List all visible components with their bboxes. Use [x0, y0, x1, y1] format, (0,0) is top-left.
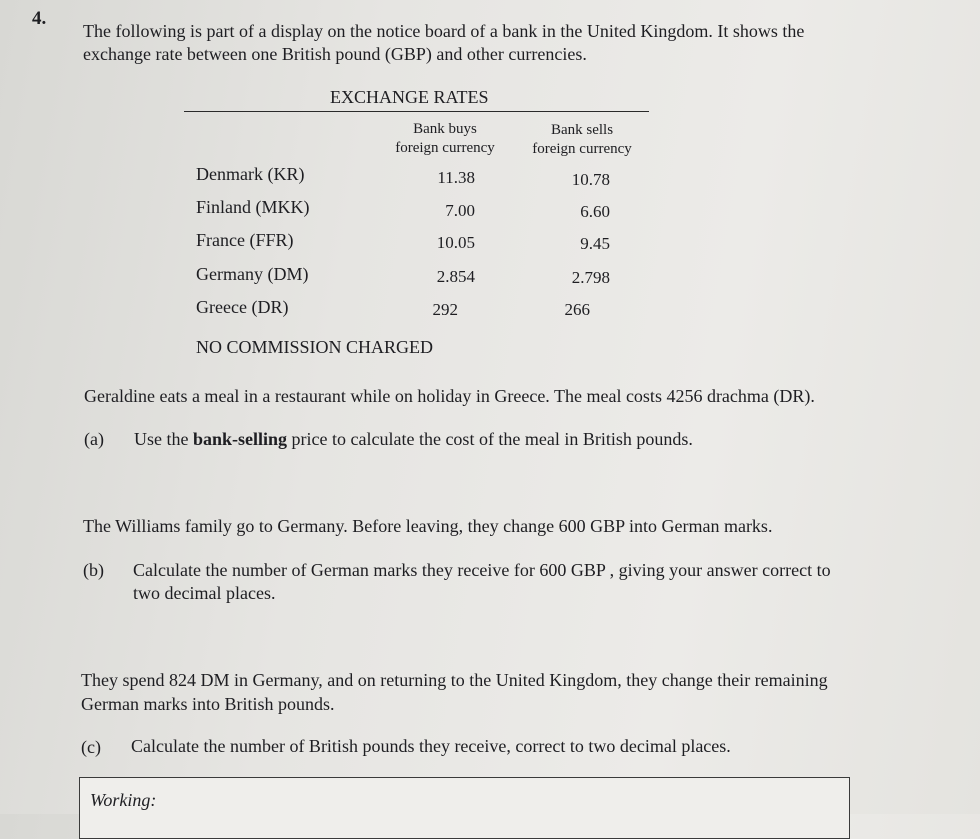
row-sells-greece: 266 [564, 300, 590, 319]
intro-line-2: exchange rate between one British pound (GBP) and other currencies. [83, 44, 587, 64]
part-a-label: (a) [84, 429, 104, 449]
part-c-context-line-2: German marks into British pounds. [81, 694, 335, 714]
part-a-text-post: price to calculate the cost of the meal in British pounds. [287, 429, 693, 449]
part-b-context: The Williams family go to Germany. Before leaving, they change 600 GBP into German marks. [83, 516, 773, 536]
row-country-france: France (FFR) [196, 230, 294, 250]
row-country-denmark: Denmark (KR) [196, 164, 305, 184]
row-buys-greece: 292 [432, 300, 458, 319]
col-buys-line-1: Bank buys [413, 121, 477, 137]
column-header-bank-sells [523, 121, 641, 159]
title-underline [184, 111, 649, 112]
row-country-germany: Germany (DM) [196, 264, 309, 284]
no-commission-note: NO COMMISSION CHARGED [196, 337, 434, 357]
part-c-label: (c) [81, 737, 101, 757]
part-c-question: Calculate the number of British pounds they receive, correct to two decimal places. [131, 736, 731, 756]
part-a-text-bold: bank-selling [192, 429, 288, 449]
question-intro [83, 20, 883, 66]
row-buys-germany: 2.854 [436, 267, 475, 286]
part-c-context [81, 668, 828, 716]
intro-line-1: The following is part of a display on the notice board of a bank in the United Kingdom. It shows the [83, 21, 805, 41]
row-sells-germany: 2.798 [571, 268, 610, 287]
row-sells-denmark: 10.78 [571, 170, 610, 189]
working-area-box[interactable] [79, 777, 850, 839]
part-c-context-line-1: They spend 824 DM in Germany, and on returning to the United Kingdom, they change their remaining [81, 670, 828, 690]
working-label: Working: [90, 790, 157, 810]
question-number: 4. [32, 8, 47, 29]
part-a-text-pre: Use the [134, 429, 193, 449]
row-buys-finland: 7.00 [445, 201, 475, 220]
part-b-label: (b) [83, 560, 104, 580]
row-sells-finland: 6.60 [580, 202, 610, 221]
col-sells-line-1: Bank sells [550, 122, 614, 138]
part-b-line-2: two decimal places. [133, 583, 276, 603]
col-buys-line-2: foreign currency [395, 140, 495, 156]
row-buys-denmark: 11.38 [437, 168, 475, 187]
part-b-line-1: Calculate the number of German marks they receive for 600 GBP , giving your answer correct to [133, 560, 831, 580]
row-sells-france: 9.45 [580, 234, 610, 253]
col-sells-line-2: foreign currency [532, 141, 632, 157]
part-a-question [134, 429, 693, 450]
row-country-greece: Greece (DR) [196, 297, 289, 317]
exchange-rates-title: EXCHANGE RATES [330, 87, 489, 107]
part-b-question [133, 559, 831, 605]
column-header-bank-buys [386, 120, 504, 158]
part-a-context: Geraldine eats a meal in a restaurant while on holiday in Greece. The meal costs 4256 drachma (DR). [84, 386, 815, 406]
row-country-finland: Finland (MKK) [196, 197, 310, 217]
row-buys-france: 10.05 [436, 233, 475, 252]
